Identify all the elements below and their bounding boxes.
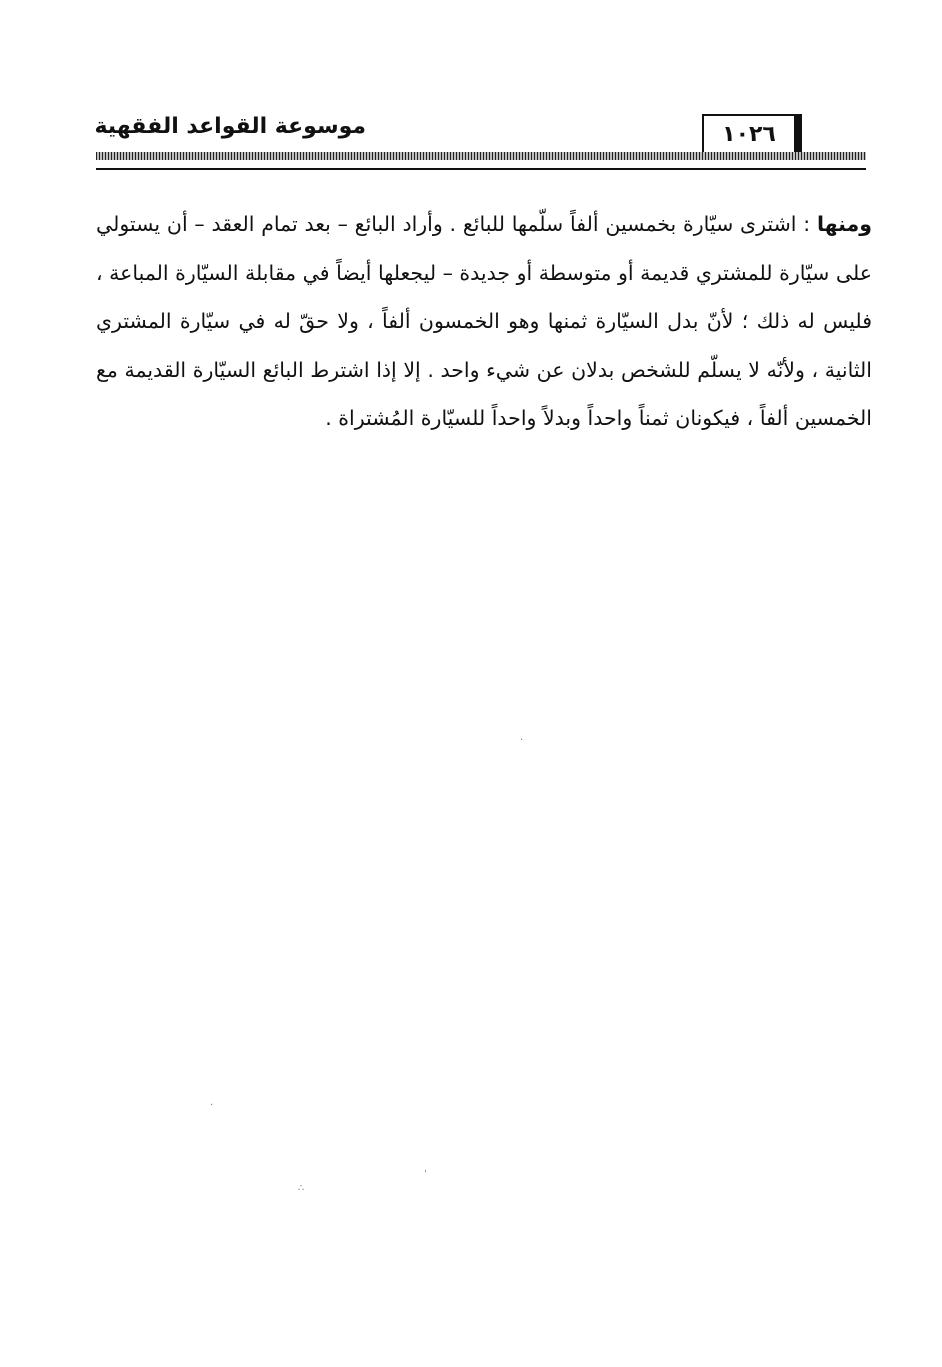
scan-speck: ˌ xyxy=(424,1163,427,1174)
paragraph xyxy=(96,200,872,443)
page-number: ١٠٢٦ xyxy=(722,122,776,147)
paragraph-lead: ومنها xyxy=(816,212,872,236)
scan-speck: · xyxy=(210,1100,214,1111)
scan-speck: ∴ xyxy=(298,1183,305,1194)
body-paragraph xyxy=(96,200,872,443)
header-rule xyxy=(96,168,866,170)
running-header xyxy=(96,108,866,174)
book-title: موسوعة القواعد الفقهية xyxy=(94,114,366,139)
paragraph-text: : اشترى سيّارة بخمسين ألفاً سلّمها للبائع . وأراد البائع – بعد تمام العقد – أن يستولي على سيّارة للمشتري قديمة أو متوسطة أو جديدة – ليجعلها أيضاً في مقابلة السيّارة المباعة ، فليس له ذلك ؛ لأنّ بدل السيّارة ثمنها وهو الخمسون ألفاً ، ولا حقّ له في سيّارة المشتري الثانية ، ولأنّه لا يسلّم للشخص بدلان عن شيء واحد . إلا إذا اشترط البائع السيّارة القديمة مع الخمسين ألفاً ، فيكونان ثمناً واحداً وبدلاً واحداً للسيّارة المُشتراة . xyxy=(96,212,872,431)
header-band xyxy=(96,152,866,160)
scan-speck: · xyxy=(520,735,524,746)
